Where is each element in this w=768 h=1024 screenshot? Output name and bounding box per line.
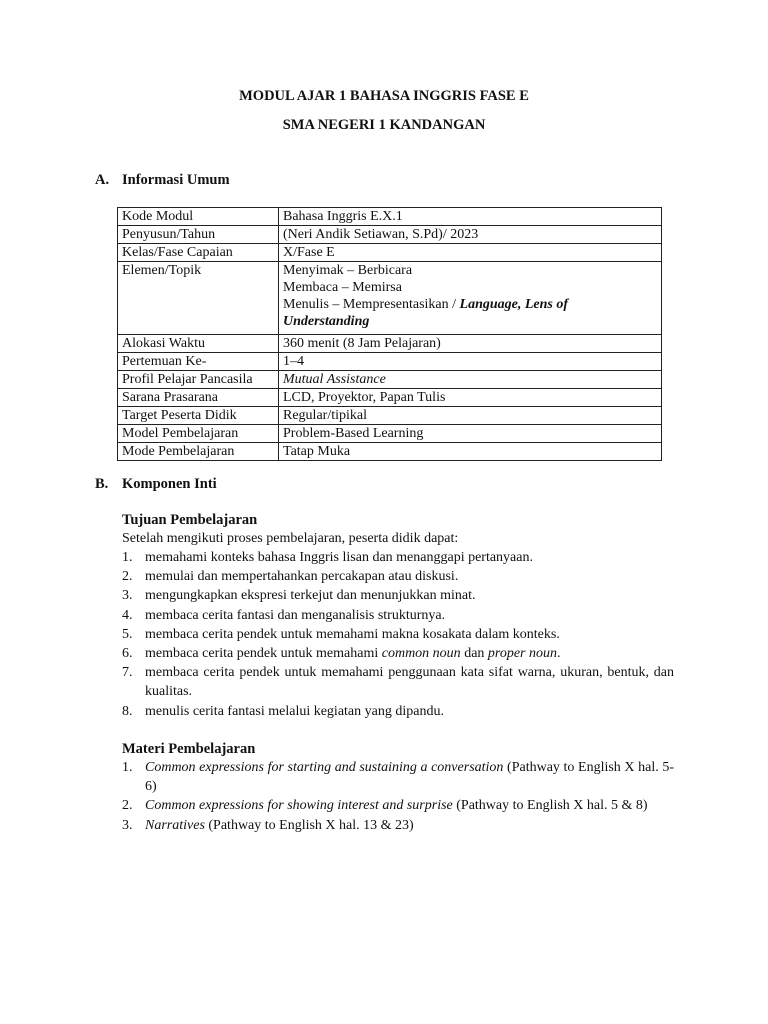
school-name: SMA NEGERI 1 KANDANGAN (282, 117, 486, 133)
materi-topic: Common expressions for starting and sustaining a conversation (145, 760, 504, 775)
list-number: 6. (122, 646, 133, 662)
table-row (118, 425, 662, 443)
list-item (122, 663, 674, 701)
table-row (118, 262, 662, 335)
table-row (118, 208, 662, 226)
table-value: Bahasa Inggris E.X.1 (279, 208, 662, 226)
table-key: Elemen/Topik (118, 262, 279, 335)
table-value: Problem-Based Learning (279, 425, 662, 443)
table-value: Tatap Muka (279, 443, 662, 461)
list-number: 2. (122, 569, 133, 585)
list-text: mengungkapkan ekspresi terkejut dan menunjukkan minat. (145, 588, 476, 604)
table-key: Alokasi Waktu (118, 335, 279, 353)
table-row (118, 244, 662, 262)
elemen-line: Menyimak – Berbicara (283, 263, 413, 278)
table-value: 360 menit (8 Jam Pelajaran) (279, 335, 662, 353)
table-row (118, 353, 662, 371)
elemen-topic: Language, Lens of Understanding (283, 297, 569, 329)
table-row (118, 407, 662, 425)
info-table (117, 207, 662, 461)
list-term: proper noun (487, 646, 557, 662)
list-number: 3. (122, 588, 133, 604)
materi-heading: Materi Pembelajaran (122, 741, 256, 757)
list-text: memahami konteks bahasa Inggris lisan dan menanggapi pertanyaan. (145, 550, 533, 565)
materi-reference: (Pathway to English X hal. 5 & 8) (452, 798, 648, 814)
list-item (122, 816, 674, 835)
section-a-letter: A. (95, 172, 110, 188)
elemen-line (283, 296, 657, 330)
materi-topic: Narratives (145, 817, 205, 833)
table-key: Target Peserta Didik (118, 407, 279, 425)
list-item (122, 548, 674, 567)
list-item (122, 702, 674, 721)
table-key: Kode Modul (118, 208, 279, 226)
table-key: Sarana Prasarana (118, 389, 279, 407)
table-value: 1–4 (279, 353, 662, 371)
list-number: 4. (122, 607, 133, 623)
list-text: membaca cerita fantasi dan menganalisis strukturnya. (145, 607, 446, 623)
materi-reference: (Pathway to English X hal. 5-6) (145, 760, 674, 795)
section-b-title: Komponen Inti (122, 476, 217, 492)
list-item (122, 644, 674, 663)
list-number: 1. (122, 550, 133, 565)
table-value: X/Fase E (279, 244, 662, 262)
tujuan-heading: Tujuan Pembelajaran (122, 512, 258, 528)
materi-list (122, 758, 674, 835)
list-item (122, 796, 674, 815)
list-text: memulai dan mempertahankan percakapan atau diskusi. (145, 569, 459, 585)
list-item (122, 606, 674, 625)
document-title: MODUL AJAR 1 BAHASA INGGRIS FASE E (239, 88, 529, 104)
table-value: (Neri Andik Setiawan, S.Pd)/ 2023 (279, 226, 662, 244)
table-value: LCD, Proyektor, Papan Tulis (279, 389, 662, 407)
list-number: 8. (122, 703, 133, 719)
table-key: Pertemuan Ke- (118, 353, 279, 371)
table-row (118, 335, 662, 353)
list-number: 3. (122, 817, 133, 833)
elemen-line: Membaca – Memirsa (283, 280, 402, 295)
table-row (118, 443, 662, 461)
list-term: common noun (381, 646, 461, 662)
section-b-heading (95, 475, 217, 493)
list-item (122, 625, 674, 644)
list-number: 1. (122, 760, 133, 775)
list-text: membaca cerita pendek untuk memahami (145, 646, 382, 662)
list-item (122, 567, 674, 586)
table-key: Model Pembelajaran (118, 425, 279, 443)
list-text: . (557, 646, 561, 662)
table-key: Penyusun/Tahun (118, 226, 279, 244)
section-a-title: Informasi Umum (122, 172, 230, 188)
table-value: Mutual Assistance (279, 371, 662, 389)
section-b-letter: B. (95, 476, 109, 492)
table-row (118, 371, 662, 389)
list-number: 7. (122, 665, 133, 681)
list-text: menulis cerita fantasi melalui kegiatan yang dipandu. (145, 703, 444, 719)
materi-topic: Common expressions for showing interest and surprise (145, 798, 453, 814)
tujuan-list (122, 548, 674, 721)
list-item (122, 586, 674, 605)
elemen-line-text: Menulis – Mempresentasikan / (283, 297, 460, 312)
list-number: 5. (122, 626, 133, 642)
list-number: 2. (122, 798, 133, 814)
table-row (118, 389, 662, 407)
list-item (122, 758, 674, 796)
materi-reference: (Pathway to English X hal. 13 & 23) (204, 817, 414, 833)
list-text: membaca cerita pendek untuk memahami makna kosakata dalam konteks. (145, 626, 560, 642)
table-value (279, 262, 662, 335)
table-key: Kelas/Fase Capaian (118, 244, 279, 262)
table-value: Regular/tipikal (279, 407, 662, 425)
table-key: Profil Pelajar Pancasila (118, 371, 279, 389)
table-row (118, 226, 662, 244)
table-key: Mode Pembelajaran (118, 443, 279, 461)
tujuan-intro: Setelah mengikuti proses pembelajaran, peserta didik dapat: (122, 531, 459, 546)
list-text: dan (460, 646, 488, 662)
section-a-heading (95, 171, 230, 189)
list-text: membaca cerita pendek untuk memahami penggunaan kata sifat warna, ukuran, bentuk, dan kualitas. (145, 665, 674, 700)
